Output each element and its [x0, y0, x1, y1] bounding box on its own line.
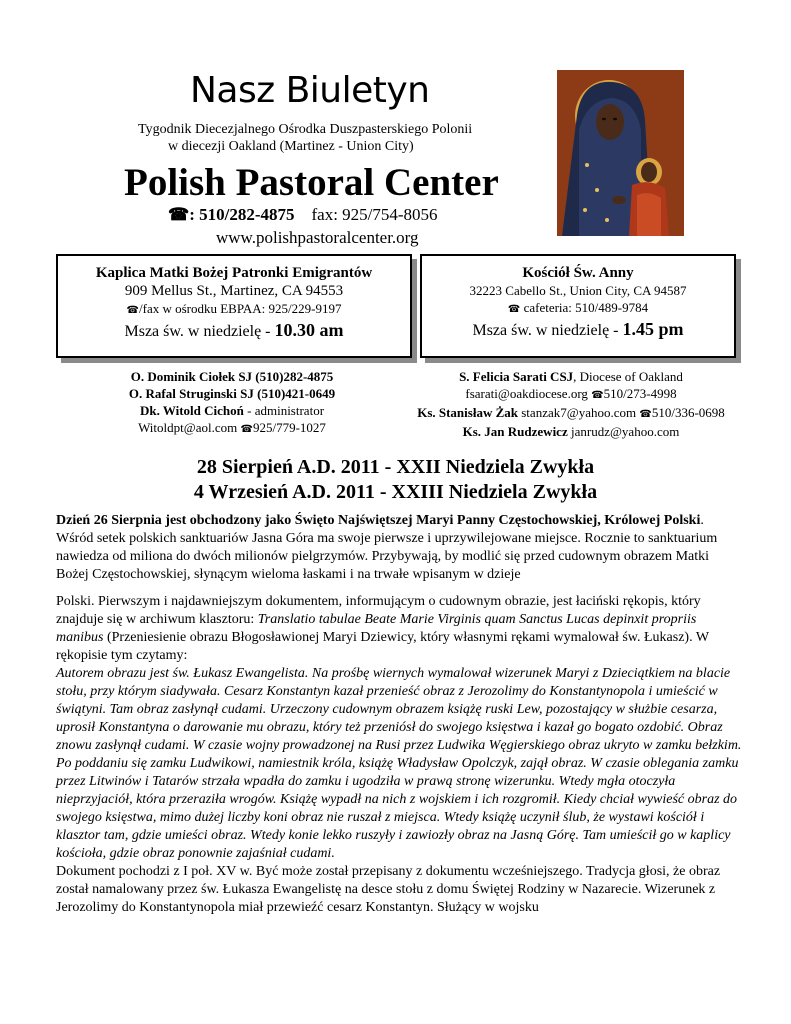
staff-entry: S. Felicia Sarati CSJ, Diocese of Oakland [459, 369, 683, 384]
chapel-address: 909 Mellus St., Martinez, CA 94553 [124, 283, 344, 299]
madonna-icon [557, 70, 684, 236]
church-info-box [420, 254, 736, 358]
article-lead: Dzień 26 Sierpnia jest obchodzony jako Święto Najświętszej Maryi Panny Częstochowskiej, Królowej Polski. Wśród setek polskich sanktuariów Jasna Góra ma swoje pierwsze i uprzywilejowane miejsce. Rocznie to sanktuarium nawiedza od miliona do dwóch milionów pielgrzymów. Przybywają, by modlić się przed cudownym obrazem Matki Bożej Częstochowskiej, słynącym wieloma łaskami i na trwałe wpisanym w dzieje [56, 513, 718, 582]
email-link[interactable]: stanzak7@yahoo.com [518, 405, 640, 420]
phone-icon: ☎ [240, 424, 253, 435]
website-link[interactable]: www.polishpastoralcenter.org [216, 228, 419, 247]
staff-entry: Ks. Stanisław Żak stanzak7@yahoo.com ☎510/336-0698 [417, 405, 725, 420]
article-paragraph: Dokument pochodzi z I poł. XV w. Być może został przepisany z dokumentu wcześniejszego. Tradycja głosi, że obraz został namalowany przez św. Łukasza Ewangelistę na desce stołu z domu Świętej Rodziny w Nazarecie. Wizerunek z Jerozolimy do Konstantynopola miał przewieźć cesarz Konstantyn. Służący w wojsku [56, 864, 721, 915]
center-name: Polish Pastoral Center [124, 161, 499, 204]
date-line-1: 28 Sierpień A.D. 2011 - XXII Niedziela Zwykła [196, 456, 595, 478]
main-fax: fax: 925/754-8056 [311, 205, 438, 224]
phone-icon: ☎ [126, 305, 139, 316]
article-body [56, 512, 744, 917]
email-link[interactable]: Witoldpt@aol.com [138, 420, 241, 435]
contact-line [168, 205, 438, 225]
date-line-2: 4 Wrzesień A.D. 2011 - XXIII Niedziela Zwykła [193, 481, 598, 503]
email-link[interactable]: janrudz@yahoo.com [567, 424, 680, 439]
church-name: Kościół Św. Anny [522, 265, 634, 281]
masthead-title: Nasz Biuletyn [190, 70, 430, 111]
subtitle-line-1: Tygodnik Diecezjalnego Ośrodka Duszpasterskiego Polonii [138, 122, 473, 137]
church-phone: ☎ cafeteria: 510/489-9784 [507, 300, 649, 315]
staff-list-left [56, 368, 408, 438]
chapel-mass-time: Msza św. w niedzielę - 10.30 am [124, 320, 344, 340]
church-mass-time: Msza św. w niedzielę - 1.45 pm [472, 319, 684, 339]
staff-entry: Ks. Jan Rudzewicz janrudz@yahoo.com [462, 424, 680, 439]
staff-entry: Witoldpt@aol.com ☎925/779-1027 [138, 420, 326, 435]
phone-icon: ☎ [168, 205, 190, 224]
article-quote: Autorem obrazu jest św. Łukasz Ewangelista. Na prośbę wiernych wymalował wizerunek Maryi z Dzieciątkiem na blacie stołu, przy którym siadywała. Cesarz Konstantyn kazał przenieść obraz z Jerozolimy do Konstantynopola i umieścić w świątyni. Tam obraz zasłynął cudami. Urzeczony cudownym obrazem książę ruski Lew, pozostający w służbie cesarza, uprosił Konstantyna o darowanie mu obrazu, który też przeniósł do swojego księstwa i kazał go bogato ozdobić. Obraz znowu zasłynął cudami. W czasie wojny prowadzonej na Rusi przez Ludwika Węgierskiego obraz ukryto w zamku bełzkim. Po poddaniu się zamku Ludwikowi, namiestnik króla, książę Władysław Opolczyk, zajął obraz. W czasie oblegania zamku przez Litwinów i Tatarów strzała wpadła do zamku i ugodziła w prawą stronę wizerunku. Wtedy mgła otoczyła nieprzyjaciół, która przeraziła wrogów. Książę wypadł na nich z wojskiem i ich rozgromił. Kiedy chciał wywieść obraz do swojego księstwa, mimo dużej liczby koni obraz nie ruszał z miejsca. Wtedy książę uczynił ślub, że wystawi kościół i klasztor tam, gdzie umieści obraz. Wtedy konie lekko ruszyły i zawiozły obraz na Jasną Górę. Tam umieścił go w kaplicy kościoła, gdzie obraz ponownie zajaśniał cudami. [56, 666, 742, 861]
chapel-info-box [56, 254, 412, 358]
chapel-name: Kaplica Matki Bożej Patronki Emigrantów [95, 265, 373, 281]
subtitle-line-2: w diecezji Oakland (Martinez - Union City) [168, 139, 414, 154]
staff-list-right [380, 368, 762, 440]
staff-entry: fsarati@oakdiocese.org ☎510/273-4998 [465, 386, 677, 401]
phone-icon: ☎ [591, 390, 604, 401]
staff-entry: O. Dominik Ciołek SJ (510)282-4875 [130, 369, 334, 384]
main-phone: : 510/282-4875 [189, 205, 295, 224]
phone-icon: ☎ [507, 304, 521, 315]
staff-entry: Dk. Witold Cichoń - administrator [139, 403, 325, 418]
church-address: 32223 Cabello St., Union City, CA 94587 [469, 283, 687, 298]
liturgical-dates [0, 455, 791, 505]
staff-entry: O. Rafal Struginski SJ (510)421-0649 [128, 386, 336, 401]
email-link[interactable]: fsarati@oakdiocese.org [465, 386, 592, 401]
chapel-phone: ☎/fax w ośrodku EBPAA: 925/229-9197 [126, 301, 342, 316]
article-paragraph: Polski. Pierwszym i najdawniejszym dokumentem, informującym o cudownym obrazie, jest łaciński rękopis, który znajduje się w archiwum klasztoru: Translatio tabulae Beate Marie Virginis quam Sanctus Lucas depinxit propriis manibus (Przeniesienie obrazu Błogosławionej Maryi Dziewicy, który własnymi rękami wymalował św. Łukasz). W rękopisie tym czytamy: [56, 594, 709, 663]
phone-icon: ☎ [639, 409, 652, 420]
